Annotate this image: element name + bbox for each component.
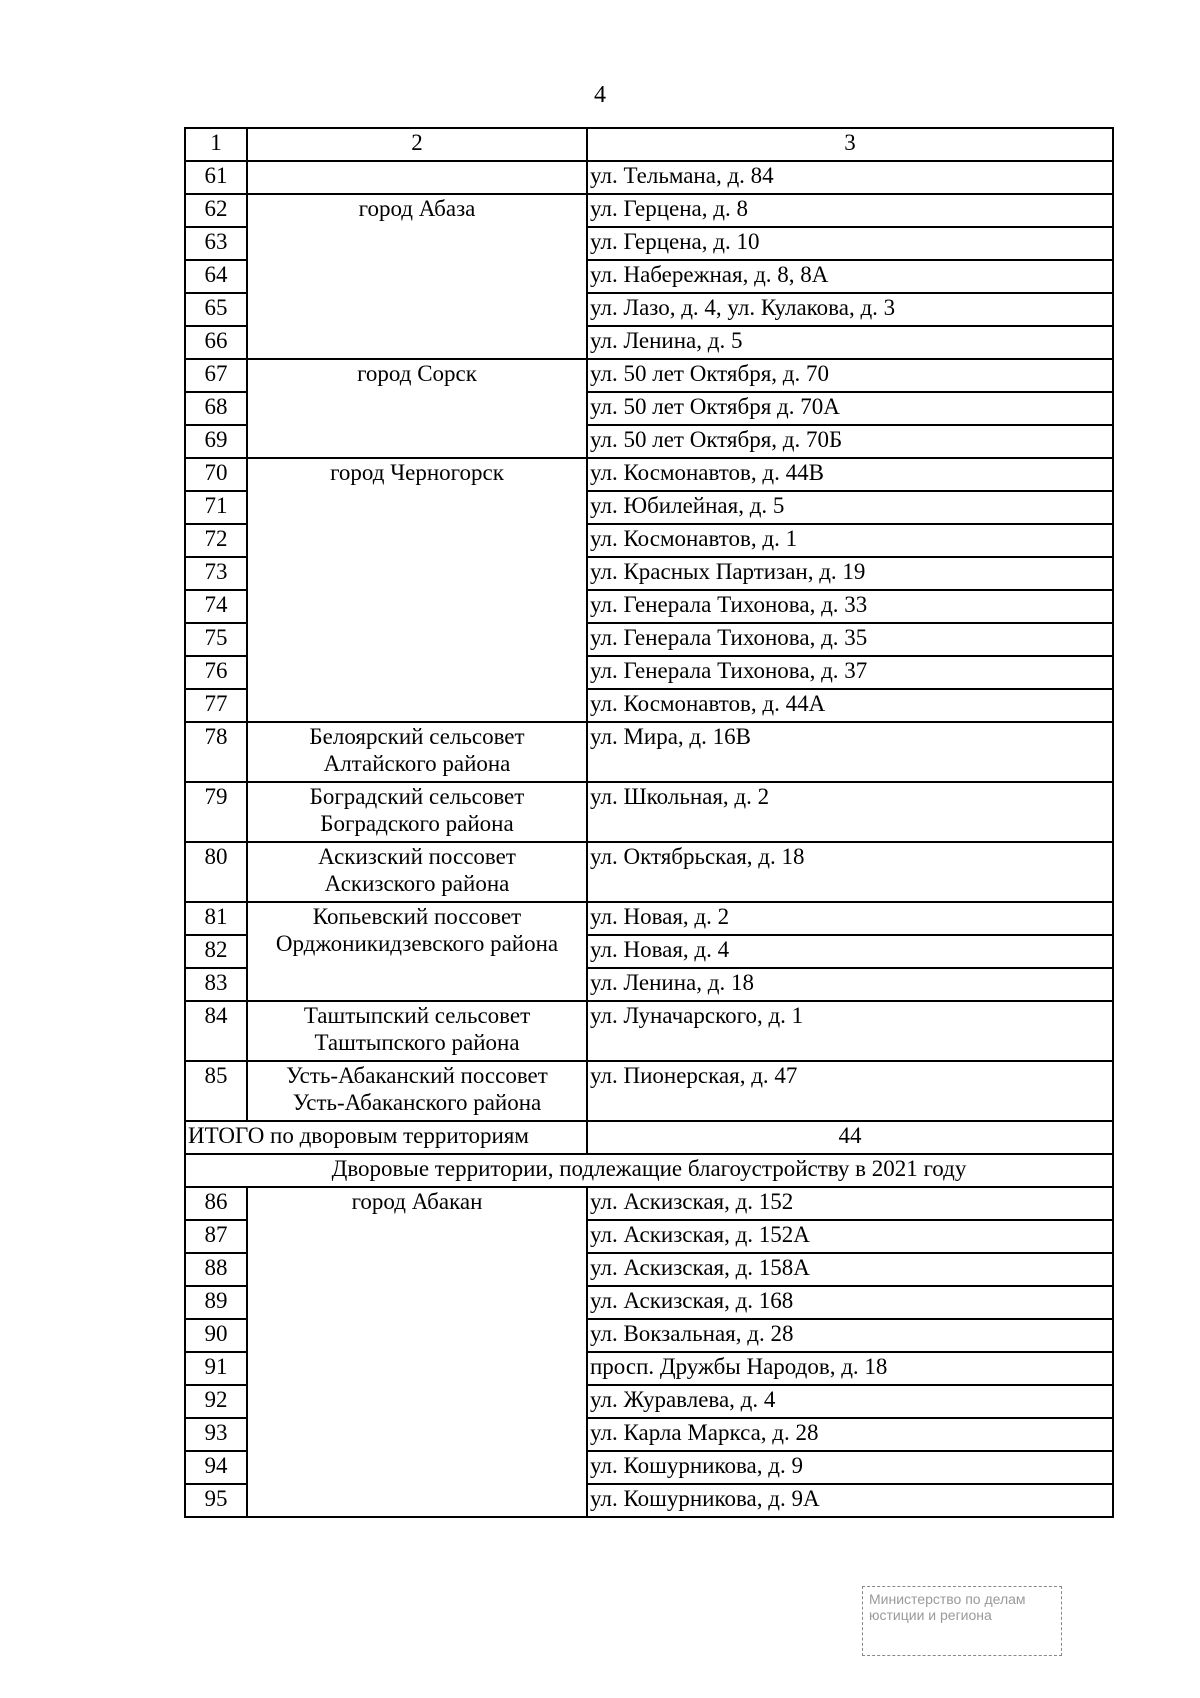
row-number: 79 xyxy=(185,782,247,842)
ministry-stamp xyxy=(862,1586,1062,1656)
yard-territories-table xyxy=(184,127,1114,1518)
row-number: 91 xyxy=(185,1352,247,1385)
total-row xyxy=(185,1121,1113,1154)
municipality-cell xyxy=(247,1001,587,1061)
row-number: 72 xyxy=(185,524,247,557)
table-row xyxy=(185,722,1113,782)
address-cell: просп. Дружбы Народов, д. 18 xyxy=(587,1352,1113,1385)
row-number: 85 xyxy=(185,1061,247,1121)
municipality-cell xyxy=(247,902,587,1001)
address-cell: ул. Кошурникова, д. 9А xyxy=(587,1484,1113,1517)
row-number: 81 xyxy=(185,902,247,935)
address-cell: ул. Аскизская, д. 152 xyxy=(587,1187,1113,1220)
municipality-cell: город Абаза xyxy=(247,194,587,359)
address-cell: ул. Герцена, д. 8 xyxy=(587,194,1113,227)
address-cell: ул. Герцена, д. 10 xyxy=(587,227,1113,260)
municipality-line-1: Боградский сельсовет xyxy=(309,784,525,809)
address-cell: ул. Аскизская, д. 152А xyxy=(587,1220,1113,1253)
address-cell: ул. Генерала Тихонова, д. 37 xyxy=(587,656,1113,689)
row-number: 92 xyxy=(185,1385,247,1418)
column-header-1: 1 xyxy=(185,128,247,161)
row-number: 94 xyxy=(185,1451,247,1484)
municipality-line-1: Белоярский сельсовет xyxy=(309,724,525,749)
address-cell: ул. Красных Партизан, д. 19 xyxy=(587,557,1113,590)
row-number: 90 xyxy=(185,1319,247,1352)
row-number: 76 xyxy=(185,656,247,689)
address-cell: ул. Мира, д. 16В xyxy=(587,722,1113,782)
municipality-cell xyxy=(247,842,587,902)
row-number: 74 xyxy=(185,590,247,623)
address-cell: ул. Космонавтов, д. 1 xyxy=(587,524,1113,557)
municipality-line-1: Аскизский поссовет xyxy=(318,844,516,869)
address-cell: ул. Космонавтов, д. 44А xyxy=(587,689,1113,722)
table-row xyxy=(185,1187,1113,1220)
table-header-row xyxy=(185,128,1113,161)
table-row xyxy=(185,1001,1113,1061)
municipality-line-1: Таштыпский сельсовет xyxy=(303,1003,531,1028)
address-cell: ул. Набережная, д. 8, 8А xyxy=(587,260,1113,293)
address-cell: ул. Аскизская, д. 168 xyxy=(587,1286,1113,1319)
address-cell: ул. Аскизская, д. 158А xyxy=(587,1253,1113,1286)
row-number: 83 xyxy=(185,968,247,1001)
municipality-cell xyxy=(247,782,587,842)
address-cell: ул. 50 лет Октября, д. 70Б xyxy=(587,425,1113,458)
section-header-row xyxy=(185,1154,1113,1187)
stamp-line-2: юстиции и региона xyxy=(869,1607,992,1623)
row-number: 73 xyxy=(185,557,247,590)
address-cell: ул. Ленина, д. 5 xyxy=(587,326,1113,359)
table-row xyxy=(185,782,1113,842)
table-row xyxy=(185,359,1113,392)
row-number: 84 xyxy=(185,1001,247,1061)
address-cell: ул. Журавлева, д. 4 xyxy=(587,1385,1113,1418)
municipality-line-1: Копьевский поссовет xyxy=(312,904,522,929)
municipality-line-2: Аскизского района xyxy=(324,871,510,896)
municipality-cell: город Сорск xyxy=(247,359,587,458)
row-number: 89 xyxy=(185,1286,247,1319)
row-number: 70 xyxy=(185,458,247,491)
row-number: 80 xyxy=(185,842,247,902)
address-cell: ул. 50 лет Октября, д. 70 xyxy=(587,359,1113,392)
row-number: 69 xyxy=(185,425,247,458)
column-header-3: 3 xyxy=(587,128,1113,161)
address-cell: ул. Карла Маркса, д. 28 xyxy=(587,1418,1113,1451)
address-cell: ул. Генерала Тихонова, д. 35 xyxy=(587,623,1113,656)
row-number: 64 xyxy=(185,260,247,293)
municipality-line-1: Усть-Абаканский поссовет xyxy=(286,1063,548,1088)
municipality-cell xyxy=(247,722,587,782)
total-label: ИТОГО по дворовым территориям xyxy=(185,1121,587,1154)
municipality-cell-empty xyxy=(247,161,587,194)
row-number: 75 xyxy=(185,623,247,656)
address-cell: ул. Лазо, д. 4, ул. Кулакова, д. 3 xyxy=(587,293,1113,326)
municipality-cell xyxy=(247,1061,587,1121)
column-header-2: 2 xyxy=(247,128,587,161)
row-number: 68 xyxy=(185,392,247,425)
address-cell: ул. Новая, д. 2 xyxy=(587,902,1113,935)
municipality-cell: город Абакан xyxy=(247,1187,587,1517)
section-title-2021: Дворовые территории, подлежащие благоустройству в 2021 году xyxy=(185,1154,1113,1187)
address-cell: ул. Тельмана, д. 84 xyxy=(587,161,1113,194)
municipality-line-2: Алтайского района xyxy=(323,751,511,776)
municipality-line-2: Боградского района xyxy=(320,811,514,836)
row-number: 66 xyxy=(185,326,247,359)
municipality-cell: город Черногорск xyxy=(247,458,587,722)
page-number: 4 xyxy=(594,82,606,108)
address-cell: ул. Октябрьская, д. 18 xyxy=(587,842,1113,902)
table-row xyxy=(185,194,1113,227)
row-number: 95 xyxy=(185,1484,247,1517)
row-number: 93 xyxy=(185,1418,247,1451)
address-cell: ул. 50 лет Октября д. 70А xyxy=(587,392,1113,425)
row-number: 78 xyxy=(185,722,247,782)
row-number: 77 xyxy=(185,689,247,722)
table-row xyxy=(185,161,1113,194)
row-number: 86 xyxy=(185,1187,247,1220)
table-row xyxy=(185,1061,1113,1121)
row-number: 67 xyxy=(185,359,247,392)
address-cell: ул. Пионерская, д. 47 xyxy=(587,1061,1113,1121)
address-cell: ул. Ленина, д. 18 xyxy=(587,968,1113,1001)
address-cell: ул. Вокзальная, д. 28 xyxy=(587,1319,1113,1352)
municipality-line-2: Усть-Абаканского района xyxy=(292,1090,542,1115)
municipality-line-2: Орджоникидзевского района xyxy=(275,931,559,956)
table-row xyxy=(185,458,1113,491)
row-number: 62 xyxy=(185,194,247,227)
row-number: 61 xyxy=(185,161,247,194)
address-cell: ул. Космонавтов, д. 44В xyxy=(587,458,1113,491)
table-row xyxy=(185,902,1113,935)
row-number: 65 xyxy=(185,293,247,326)
row-number: 82 xyxy=(185,935,247,968)
address-cell: ул. Школьная, д. 2 xyxy=(587,782,1113,842)
row-number: 88 xyxy=(185,1253,247,1286)
municipality-line-2: Таштыпского района xyxy=(314,1030,520,1055)
address-cell: ул. Новая, д. 4 xyxy=(587,935,1113,968)
address-cell: ул. Луначарского, д. 1 xyxy=(587,1001,1113,1061)
stamp-line-1: Министерство по делам xyxy=(869,1591,1026,1607)
address-cell: ул. Юбилейная, д. 5 xyxy=(587,491,1113,524)
row-number: 63 xyxy=(185,227,247,260)
row-number: 71 xyxy=(185,491,247,524)
table-row xyxy=(185,842,1113,902)
total-value: 44 xyxy=(587,1121,1113,1154)
address-cell: ул. Кошурникова, д. 9 xyxy=(587,1451,1113,1484)
row-number: 87 xyxy=(185,1220,247,1253)
address-cell: ул. Генерала Тихонова, д. 33 xyxy=(587,590,1113,623)
